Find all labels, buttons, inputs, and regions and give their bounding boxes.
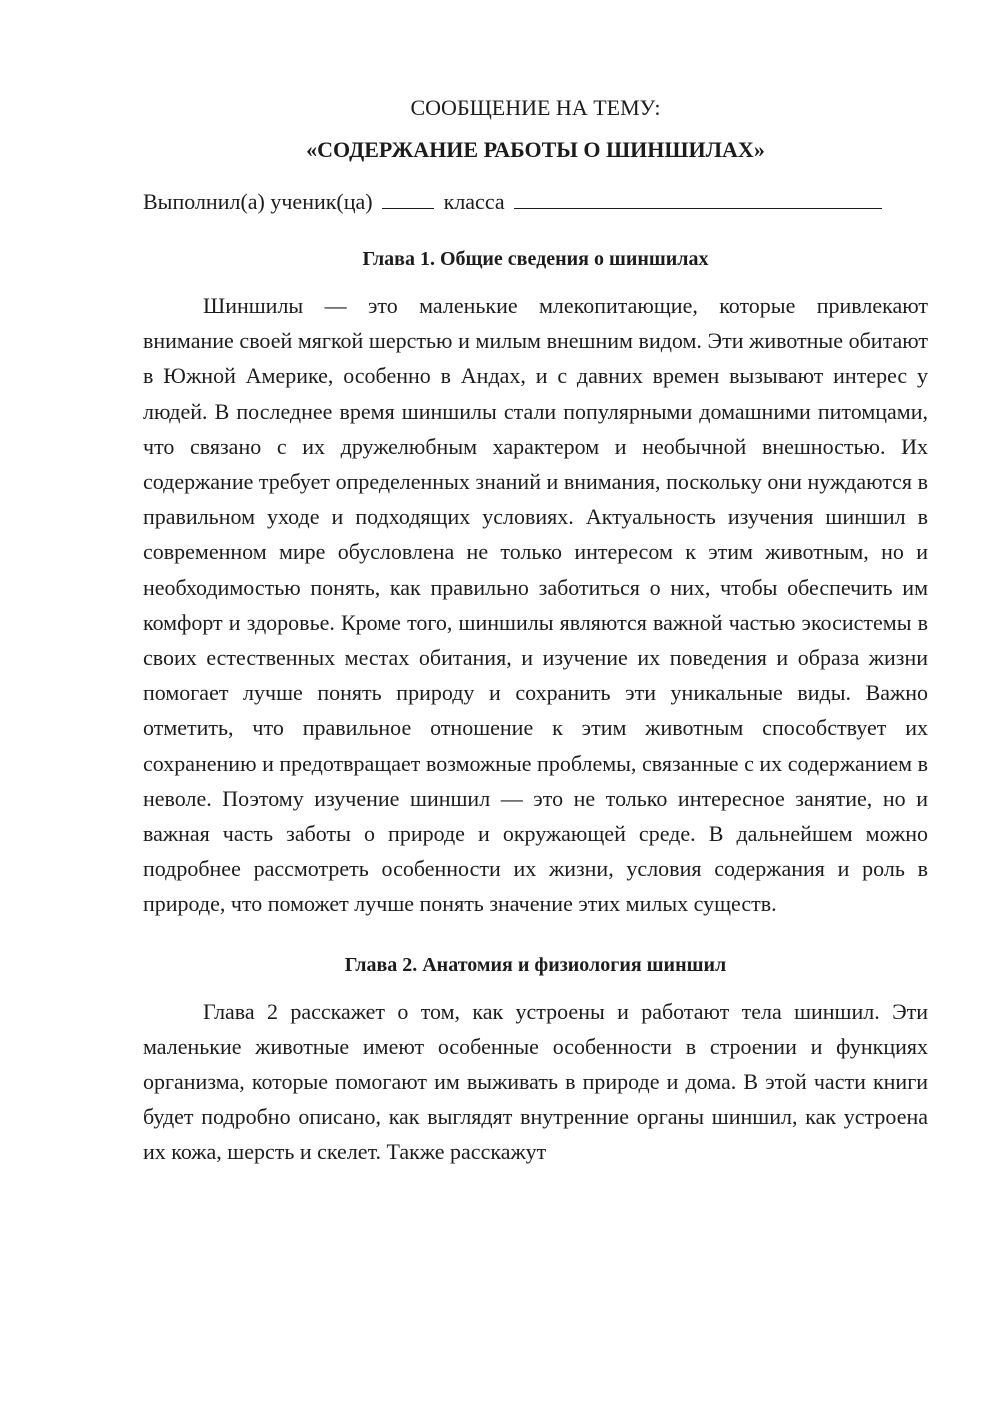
chapter-1-heading: Глава 1. Общие сведения о шиншилах <box>362 248 709 270</box>
class-label: класса <box>443 189 505 214</box>
class-number-blank <box>382 184 434 209</box>
student-label: Выполнил(а) ученик(ца) <box>143 189 373 214</box>
title-line-1: СООБЩЕНИЕ НА ТЕМУ: <box>410 95 661 120</box>
student-info-line <box>143 184 928 218</box>
chapter-2-paragraph: Глава 2 расскажет о том, как устроены и работают тела шиншил. Эти маленькие животные имеют особенные особенности в строении и функциях организма, которые помогают им выживать в природе и дома. В этой части книги будет подробно описано, как выглядят внутренние органы шиншил, как устроена их кожа, шерсть и скелет. Также расскажут <box>143 998 928 1165</box>
student-name-blank <box>514 184 882 209</box>
chapter-2-heading: Глава 2. Анатомия и физиология шиншил <box>344 953 727 976</box>
chapter-1-paragraph: Шиншилы — это маленькие млекопитающие, которые привлекают внимание своей мягкой шерстью и милым внешним видом. Эти животные обитают в Южной Америке, особенно в Андах, и с давних времен вызывают интерес у людей. В последнее время шиншилы стали популярными домашними питомцами, что связано с их дружелюбным характером и необычной внешностью. Их содержание требует определенных знаний и внимания, поскольку они нуждаются в правильном уходе и подходящих условиях. Актуальность изучения шиншил в современном мире обусловлена не только интересом к этим животным, но и необходимостью понять, как правильно заботиться о них, чтобы обеспечить им комфорт и здоровье. Кроме того, шиншилы являются важной частью экосистемы в своих естественных местах обитания, и изучение их поведения и образа жизни помогает лучше понять природу и сохранить эти уникальные виды. Важно отметить, что правильное отношение к этим животным способствует их сохранению и предотвращает возможные проблемы, связанные с их содержанием в неволе. Поэтому изучение шиншил — это не только интересное занятие, но и важная часть заботы о природе и окружающей среде. В дальнейшем можно подробнее рассмотреть особенности их жизни, условия содержания и роль в природе, что поможет лучше понять значение этих милых существ. <box>143 293 928 917</box>
document-title: «СОДЕРЖАНИЕ РАБОТЫ О ШИНШИЛАХ» <box>306 137 765 162</box>
